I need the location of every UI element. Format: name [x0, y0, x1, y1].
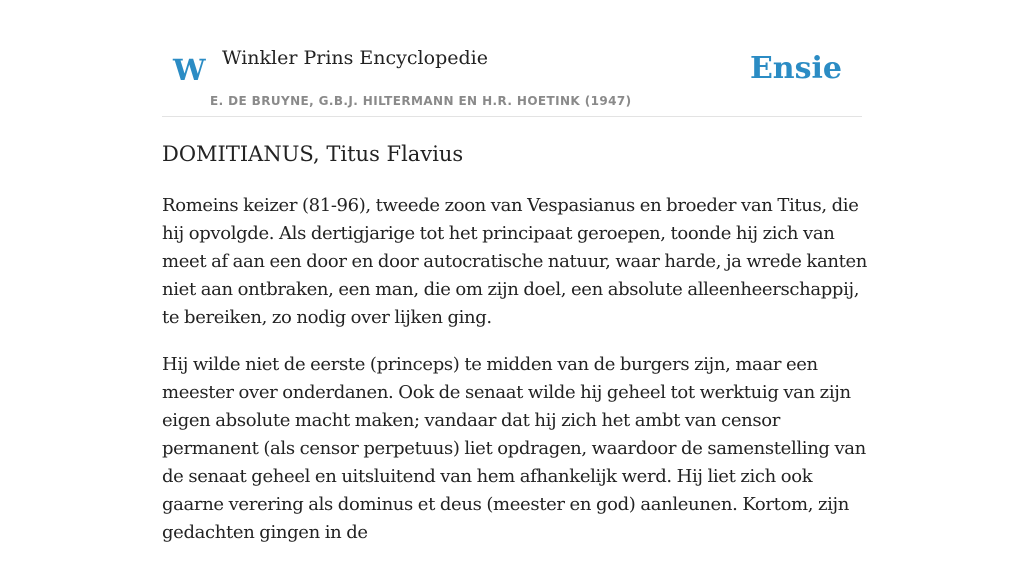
brand-logo-link[interactable]: Ensie	[749, 51, 842, 86]
article-paragraph: Hij wilde niet de eerste (princeps) te midden van de burgers zijn, maar een meester over onderdanen. Ook de senaat wilde hij geheel tot werktuig van zijn eigen absolute macht maken; vandaar dat hij zich het ambt van censor permanent (als censor perpetuus) liet opdragen, waardoor de samenstelling van de senaat geheel en uitsluitend van hem afhankelijk werd. Hij liet zich ook gaarne verering als dominus et deus (meester en god) aanleunen. Kortom, zijn gedachten gingen in de	[162, 354, 866, 543]
source-title[interactable]: Winkler Prins Encyclopedie	[222, 47, 488, 69]
article-paragraph: Romeins keizer (81-96), tweede zoon van Vespasianus en broeder van Titus, die hij opvolgde. Als dertigjarige tot het principaat geroepen, toonde hij zich van meet af aan een door en door autocratische natuur, waar harde, ja wrede kanten niet aan ontbraken, een man, die om zijn doel, een absolute alleenheerschappij, te bereiken, zo nodig over lijken ging.	[162, 195, 868, 328]
article-body	[162, 192, 874, 566]
article-title: DOMITIANUS, Titus Flavius	[162, 142, 464, 166]
source-header	[162, 0, 862, 117]
source-authors: E. DE BRUYNE, G.B.J. HILTERMANN EN H.R. HOETINK (1947)	[210, 94, 632, 108]
source-logo-link[interactable]: W	[173, 53, 206, 87]
